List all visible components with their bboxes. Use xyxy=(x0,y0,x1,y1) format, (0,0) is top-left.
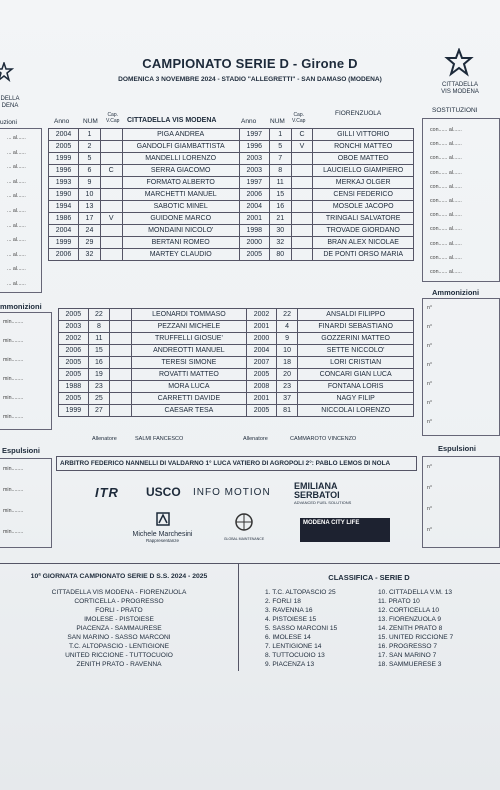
away-number: 37 xyxy=(276,393,297,405)
home-player-name: MANDELLI LORENZO xyxy=(122,153,239,165)
away-year: 2005 xyxy=(247,405,277,417)
away-year: 2005 xyxy=(239,249,269,261)
home-captain xyxy=(100,249,122,261)
away-number: 8 xyxy=(269,165,291,177)
standings-col2 xyxy=(378,588,453,669)
home-captain xyxy=(100,225,122,237)
substitution-slot-left[interactable]: ... al...... xyxy=(7,237,26,244)
home-year: 2005 xyxy=(59,393,89,405)
coach-away-label: Allenatore xyxy=(243,436,268,442)
home-empty xyxy=(110,381,131,393)
away-year: 2004 xyxy=(239,201,269,213)
away-number: 32 xyxy=(269,237,291,249)
espulsioni-box-right xyxy=(422,456,500,548)
home-number: 2 xyxy=(79,141,101,153)
home-number: 15 xyxy=(88,345,109,357)
home-year: 2005 xyxy=(59,369,89,381)
standing-item: 10. CITTADELLA V.M. 13 xyxy=(378,589,453,596)
home-player-name: MORA LUCA xyxy=(131,381,247,393)
reserves-table xyxy=(58,308,414,417)
home-player-name: MARCHETTI MANUEL xyxy=(122,189,239,201)
home-year: 2002 xyxy=(59,333,89,345)
home-captain xyxy=(100,129,122,141)
away-captain xyxy=(291,237,313,249)
col-num-home: NUM xyxy=(83,118,98,125)
starter-row xyxy=(49,129,414,141)
home-captain xyxy=(100,237,122,249)
substitution-slot[interactable]: con...... al...... xyxy=(430,226,462,233)
away-number: 4 xyxy=(276,321,297,333)
standing-item: 14. ZENITH PRATO 8 xyxy=(378,625,443,632)
home-number: 25 xyxy=(88,393,109,405)
home-year: 2005 xyxy=(49,141,79,153)
away-player-name: GILLI VITTORIO xyxy=(313,129,414,141)
home-number: 8 xyxy=(88,321,109,333)
home-year: 2006 xyxy=(59,345,89,357)
away-year: 1996 xyxy=(239,141,269,153)
home-number: 16 xyxy=(88,357,109,369)
home-year: 2005 xyxy=(59,357,89,369)
substitution-slot-left[interactable]: ... al...... xyxy=(7,222,26,229)
away-player-name: SETTE NICCOLO' xyxy=(298,345,414,357)
away-player-name: CENSI FEDERICO xyxy=(313,189,414,201)
standing-item: 13. FIORENZUOLA 9 xyxy=(378,616,442,623)
home-player-name: MARTEY CLAUDIO xyxy=(122,249,239,261)
away-captain xyxy=(291,213,313,225)
home-empty xyxy=(110,357,131,369)
starter-row xyxy=(49,201,414,213)
home-number: 23 xyxy=(88,381,109,393)
starter-row xyxy=(49,213,414,225)
sponsor-modena-city: MODENA CITY LIFE xyxy=(300,518,390,542)
expulsion-slot[interactable]: n° xyxy=(427,464,433,470)
starter-row xyxy=(49,141,414,153)
substitution-slot[interactable]: con...... al...... xyxy=(430,169,462,176)
home-year: 1988 xyxy=(59,381,89,393)
home-number: 13 xyxy=(79,201,101,213)
away-number: 18 xyxy=(276,357,297,369)
substitutions-box-left xyxy=(0,128,42,293)
home-number: 9 xyxy=(79,177,101,189)
home-player-name: ROVATTI MATTEO xyxy=(131,369,247,381)
caution-slot[interactable]: n° xyxy=(427,324,433,330)
home-player-name: CARRETTI DAVIDE xyxy=(131,393,247,405)
standing-item: 1. T.C. ALTOPASCIO 25 xyxy=(265,589,336,596)
col-num-away: NUM xyxy=(270,118,285,125)
substitution-slot-left[interactable]: ... al...... xyxy=(7,178,26,185)
fixture-item: CITTADELLA VIS MODENA - FIORENZUOLA xyxy=(51,589,187,596)
home-number: 11 xyxy=(88,333,109,345)
home-year: 2004 xyxy=(49,129,79,141)
reserve-row xyxy=(59,369,414,381)
home-number: 1 xyxy=(79,129,101,141)
away-player-name: ANSALDI FILIPPO xyxy=(298,309,414,321)
away-year: 2003 xyxy=(239,153,269,165)
home-year: 1999 xyxy=(49,237,79,249)
home-player-name: SABOTIC MINEL xyxy=(122,201,239,213)
home-year: 2003 xyxy=(59,321,89,333)
away-number: 7 xyxy=(269,153,291,165)
sponsor-itr: ITR xyxy=(95,485,119,500)
home-year: 1996 xyxy=(49,165,79,177)
home-player-name: ANDREOTTI MANUEL xyxy=(131,345,247,357)
home-empty xyxy=(110,333,131,345)
espulsioni-title-left: Espulsioni xyxy=(2,446,40,455)
standings-title: CLASSIFICA - SERIE D xyxy=(328,573,410,582)
away-year: 2001 xyxy=(247,321,277,333)
col-sostituzioni-left: uzioni xyxy=(0,119,17,126)
caution-min-slot[interactable]: min........ xyxy=(3,357,24,363)
away-captain xyxy=(291,165,313,177)
home-player-name: TERESI SIMONE xyxy=(131,357,247,369)
away-captain xyxy=(291,153,313,165)
reserve-row xyxy=(59,309,414,321)
home-player-name: PIGA ANDREA xyxy=(122,129,239,141)
standing-item: 11. PRATO 10 xyxy=(378,598,420,605)
home-number: 32 xyxy=(79,249,101,261)
away-captain xyxy=(291,249,313,261)
home-number: 6 xyxy=(79,165,101,177)
expulsion-slot[interactable]: n° xyxy=(427,506,433,512)
home-number: 10 xyxy=(79,189,101,201)
home-year: 1993 xyxy=(49,177,79,189)
standing-item: 8. TUTTOCUOIO 13 xyxy=(265,652,325,659)
substitution-slot[interactable]: con...... al...... xyxy=(430,212,462,219)
away-year: 2002 xyxy=(247,309,277,321)
away-number: 11 xyxy=(269,177,291,189)
espulsioni-title-right: Espulsioni xyxy=(438,444,476,453)
home-empty xyxy=(110,405,131,417)
home-number: 29 xyxy=(79,237,101,249)
starter-row xyxy=(49,153,414,165)
home-number: 27 xyxy=(88,405,109,417)
fixtures-title: 10ª GIORNATA CAMPIONATO SERIE D S.S. 2024 - 2025 xyxy=(30,573,208,580)
bottom-divider xyxy=(0,563,500,564)
starters-table xyxy=(48,128,414,261)
starter-row xyxy=(49,189,414,201)
away-player-name: LORI CRISTIAN xyxy=(298,357,414,369)
sponsor-marchesini: Michele Marchesini Rappresentanze xyxy=(125,512,200,543)
home-year: 1999 xyxy=(59,405,89,417)
reserve-row xyxy=(59,405,414,417)
away-number: 15 xyxy=(269,189,291,201)
referee-line: ARBITRO FEDERICO NANNELLI DI VALDARNO 1° LUCA VATIERO DI AGROPOLI 2°: PABLO LEMOS DI NOLA xyxy=(56,456,417,471)
away-year: 2005 xyxy=(247,369,277,381)
substitution-slot[interactable]: con...... al...... xyxy=(430,197,462,204)
expulsion-min-slot[interactable]: min........ xyxy=(3,487,24,493)
home-empty xyxy=(110,393,131,405)
home-year: 1999 xyxy=(49,153,79,165)
away-captain xyxy=(291,177,313,189)
caution-min-slot[interactable]: min........ xyxy=(3,319,24,325)
caution-slot[interactable]: n° xyxy=(427,362,433,368)
home-player-name: LEONARDI TOMMASO xyxy=(131,309,247,321)
away-player-name: LAUCIELLO GIAMPIERO xyxy=(313,165,414,177)
ammonizioni-box-left xyxy=(0,312,52,430)
substitution-slot-left[interactable]: ... al...... xyxy=(7,193,26,200)
away-captain: V xyxy=(291,141,313,153)
ammonizioni-box-right xyxy=(422,298,500,436)
caution-min-slot[interactable]: min........ xyxy=(3,376,24,382)
home-year: 2004 xyxy=(49,225,79,237)
standing-item: 9. PIACENZA 13 xyxy=(265,661,315,668)
caution-min-slot[interactable]: min........ xyxy=(3,338,24,344)
home-player-name: TRUFFELLI GIOSUE' xyxy=(131,333,247,345)
fixture-item: UNITED RICCIONE - TUTTOCUOIO xyxy=(65,652,173,659)
standings-col1 xyxy=(265,588,337,669)
substitution-slot[interactable]: con...... al...... xyxy=(430,240,462,247)
away-year: 2000 xyxy=(247,333,277,345)
home-player-name: FORMATO ALBERTO xyxy=(122,177,239,189)
away-year: 2006 xyxy=(239,189,269,201)
substitution-slot[interactable]: con...... al...... xyxy=(430,155,462,162)
fixture-item: PIACENZA - SAMMAURESE xyxy=(76,625,162,632)
starter-row xyxy=(49,177,414,189)
fixture-item: CORTICELLA - PROGRESSO xyxy=(74,598,164,605)
home-number: 22 xyxy=(88,309,109,321)
reserve-row xyxy=(59,333,414,345)
club-logo-left-text: DELLA DENA xyxy=(0,96,20,109)
standing-item: 7. LENTIGIONE 14 xyxy=(265,643,322,650)
away-number: 81 xyxy=(276,405,297,417)
substitution-slot-left[interactable]: ... al...... xyxy=(7,207,26,214)
coach-home-name: SALMI FANCESCO xyxy=(135,436,184,442)
away-number: 21 xyxy=(269,213,291,225)
substitution-slot[interactable]: con...... al...... xyxy=(430,127,462,133)
away-year: 2003 xyxy=(239,165,269,177)
starter-row xyxy=(49,249,414,261)
substitution-slot-left[interactable]: ... al...... xyxy=(7,266,26,273)
substitution-slot-left[interactable]: ... al...... xyxy=(7,164,26,171)
home-year: 1990 xyxy=(49,189,79,201)
standing-item: 3. RAVENNA 16 xyxy=(265,607,313,614)
substitution-slot-left[interactable]: ... al...... xyxy=(7,280,26,287)
home-player-name: GUIDONE MARCO xyxy=(122,213,239,225)
home-year: 1994 xyxy=(49,201,79,213)
away-number: 9 xyxy=(276,333,297,345)
expulsion-slot[interactable]: n° xyxy=(427,527,433,533)
away-player-name: OBOE MATTEO xyxy=(313,153,414,165)
away-player-name: TROVADE GIORDANO xyxy=(313,225,414,237)
standing-item: 4. PISTOIESE 15 xyxy=(265,616,317,623)
fixture-item: FORLI - PRATO xyxy=(95,607,143,614)
away-year: 2004 xyxy=(247,345,277,357)
home-captain xyxy=(100,189,122,201)
fixture-item: IMOLESE - PISTOIESE xyxy=(84,616,154,623)
away-year: 1997 xyxy=(239,177,269,189)
away-number: 30 xyxy=(269,225,291,237)
home-empty xyxy=(110,321,131,333)
starter-row xyxy=(49,165,414,177)
reserve-row xyxy=(59,345,414,357)
reserve-row xyxy=(59,321,414,333)
standing-item: 6. IMOLESE 14 xyxy=(265,634,311,641)
expulsion-min-slot[interactable]: min........ xyxy=(3,529,24,535)
sponsor-infomotion: INFO MOTION xyxy=(193,487,271,498)
substitutions-box xyxy=(422,118,500,282)
away-number: 10 xyxy=(276,345,297,357)
home-player-name: PEZZANI MICHELE xyxy=(131,321,247,333)
standing-item: 15. UNITED RICCIONE 7 xyxy=(378,634,454,641)
fixtures-list xyxy=(0,588,238,669)
home-captain: C xyxy=(100,165,122,177)
reserve-row xyxy=(59,357,414,369)
club-logo-right-text: CITTADELLA VIS MODENA xyxy=(441,82,479,95)
coach-away-name: CAMMAROTO VINCENZO xyxy=(290,436,357,442)
away-year: 2001 xyxy=(247,393,277,405)
away-player-name: FINARDI SEBASTIANO xyxy=(298,321,414,333)
away-number: 16 xyxy=(269,201,291,213)
ammonizioni-title-right: Ammonizioni xyxy=(432,288,480,297)
away-year: 2007 xyxy=(247,357,277,369)
away-player-name: GOZZERINI MATTEO xyxy=(298,333,414,345)
caution-slot[interactable]: n° xyxy=(427,381,433,387)
standing-item: 18. SAMMUERESE 3 xyxy=(378,661,442,668)
home-number: 24 xyxy=(79,225,101,237)
standing-item: 17. SAN MARINO 7 xyxy=(378,652,437,659)
reserve-row xyxy=(59,381,414,393)
home-player-name: CAESAR TESA xyxy=(131,405,247,417)
away-year: 1998 xyxy=(239,225,269,237)
home-player-name: BERTANI ROMEO xyxy=(122,237,239,249)
away-player-name: NICCOLAI LORENZO xyxy=(298,405,414,417)
page-title: CAMPIONATO SERIE D - Girone D xyxy=(142,56,358,71)
sponsor-emiliana: EMILIANA SERBATOI ADVANCED FUEL SOLUTIONS xyxy=(294,481,352,505)
home-captain: V xyxy=(100,213,122,225)
home-player-name: GANDOLFI GIAMBATTISTA xyxy=(122,141,239,153)
home-empty xyxy=(110,369,131,381)
home-empty xyxy=(110,309,131,321)
substitution-slot[interactable]: con...... al...... xyxy=(430,141,462,148)
caution-slot[interactable]: n° xyxy=(427,343,433,349)
col-home-team: CITTADELLA VIS MODENA xyxy=(127,117,217,124)
col-anno-away: Anno xyxy=(241,118,257,125)
caution-slot[interactable]: n° xyxy=(427,305,433,311)
away-player-name: DE PONTI ORSO MARIA xyxy=(313,249,414,261)
away-player-name: MERKAJ OLGER xyxy=(313,177,414,189)
reserve-row xyxy=(59,393,414,405)
home-year: 2005 xyxy=(59,309,89,321)
caution-slot[interactable]: n° xyxy=(427,400,433,406)
home-year: 1986 xyxy=(49,213,79,225)
home-number: 19 xyxy=(88,369,109,381)
away-number: 5 xyxy=(269,141,291,153)
home-captain xyxy=(100,201,122,213)
col-cap-home: Cap. V.Cap xyxy=(106,112,120,124)
ammonizioni-title-left: mmonizioni xyxy=(0,302,42,311)
expulsion-slot[interactable]: n° xyxy=(427,485,433,491)
standing-item: 16. PROGRESSO 7 xyxy=(378,643,437,650)
substitution-slot-left[interactable]: ... al...... xyxy=(7,251,26,258)
away-number: 23 xyxy=(276,381,297,393)
home-number: 5 xyxy=(79,153,101,165)
substitution-slot[interactable]: con...... al...... xyxy=(430,183,462,190)
standing-item: 5. SASSO MARCONI 15 xyxy=(265,625,338,632)
substitution-slot-left[interactable]: ... al...... xyxy=(7,149,26,156)
col-anno-home: Anno xyxy=(54,118,70,125)
sponsor-usco: USCO xyxy=(146,485,181,499)
col-sostituzioni: SOSTITUZIONI xyxy=(432,107,478,114)
caution-slot[interactable]: n° xyxy=(427,419,433,425)
coach-home-label: Allenatore xyxy=(92,436,117,442)
fixture-item: T.C. ALTOPASCIO - LENTIGIONE xyxy=(68,643,170,650)
away-captain: C xyxy=(291,129,313,141)
home-player-name: MONDAINI NICOLO' xyxy=(122,225,239,237)
col-cap-away: Cap. V.Cap xyxy=(292,112,306,124)
caution-min-slot[interactable]: min........ xyxy=(3,414,24,420)
away-year: 2000 xyxy=(239,237,269,249)
home-player-name: SERRA GIACOMO xyxy=(122,165,239,177)
away-captain xyxy=(291,201,313,213)
away-number: 80 xyxy=(269,249,291,261)
starter-row xyxy=(49,237,414,249)
away-year: 2008 xyxy=(247,381,277,393)
match-info: DOMENICA 3 NOVEMBRE 2024 - STADIO "ALLEGRETTI" - SAN DAMASO (MODENA) xyxy=(118,76,382,83)
fixture-item: ZENITH PRATO - RAVENNA xyxy=(76,661,162,668)
away-year: 1997 xyxy=(239,129,269,141)
substitution-slot[interactable]: con...... al...... xyxy=(430,254,462,261)
espulsioni-box-left xyxy=(0,458,52,548)
standing-item: 12. CORTICELLA 10 xyxy=(378,607,440,614)
home-year: 2006 xyxy=(49,249,79,261)
away-player-name: CONCARI GIAN LUCA xyxy=(298,369,414,381)
away-player-name: BRAN ALEX NICOLAE xyxy=(313,237,414,249)
expulsion-min-slot[interactable]: min........ xyxy=(3,466,24,472)
away-player-name: TRINGALI SALVATORE xyxy=(313,213,414,225)
away-captain xyxy=(291,189,313,201)
home-captain xyxy=(100,153,122,165)
standing-item: 2. FORLI 18 xyxy=(265,598,301,605)
expulsion-min-slot[interactable]: min........ xyxy=(3,508,24,514)
home-number: 17 xyxy=(79,213,101,225)
sponsor-global: GLOBAL MAINTENANCE xyxy=(222,512,266,541)
away-year: 2001 xyxy=(239,213,269,225)
away-player-name: FONTANA LORIS xyxy=(298,381,414,393)
away-player-name: MOSOLE JACOPO xyxy=(313,201,414,213)
away-player-name: RONCHI MATTEO xyxy=(313,141,414,153)
home-captain xyxy=(100,141,122,153)
substitution-slot[interactable]: con...... al...... xyxy=(430,268,462,275)
col-away-team: FIORENZUOLA xyxy=(335,110,382,117)
away-player-name: NAGY FILIP xyxy=(298,393,414,405)
fixture-item: SAN MARINO - SASSO MARCONI xyxy=(67,634,171,641)
home-empty xyxy=(110,345,131,357)
away-number: 1 xyxy=(269,129,291,141)
caution-min-slot[interactable]: min........ xyxy=(3,395,24,401)
away-number: 20 xyxy=(276,369,297,381)
starter-row xyxy=(49,225,414,237)
substitution-slot-left[interactable]: ... al...... xyxy=(7,135,26,141)
away-number: 22 xyxy=(276,309,297,321)
away-captain xyxy=(291,225,313,237)
home-captain xyxy=(100,177,122,189)
